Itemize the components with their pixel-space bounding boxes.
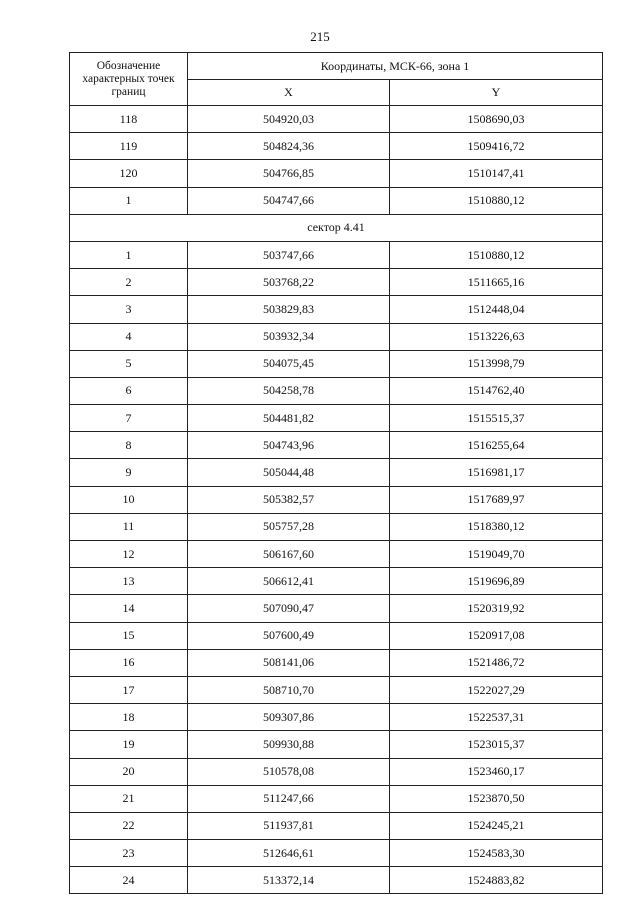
cell-point: 11 (70, 513, 188, 540)
cell-point: 21 (70, 785, 188, 812)
cell-x: 507600,49 (188, 622, 390, 649)
cell-point: 19 (70, 731, 188, 758)
cell-x: 505044,48 (188, 459, 390, 486)
header-x: X (188, 80, 390, 106)
cell-y: 1522537,31 (390, 704, 603, 731)
table-row (70, 541, 603, 568)
cell-y: 1523015,37 (390, 731, 603, 758)
cell-x: 503829,83 (188, 296, 390, 323)
cell-y: 1522027,29 (390, 676, 603, 703)
cell-point: 7 (70, 405, 188, 432)
table-row (70, 731, 603, 758)
cell-x: 504824,36 (188, 133, 390, 160)
table-header-row (70, 53, 603, 80)
cell-x: 512646,61 (188, 840, 390, 867)
cell-y: 1519696,89 (390, 568, 603, 595)
table-row (70, 785, 603, 812)
cell-x: 503768,22 (188, 269, 390, 296)
table-row (70, 459, 603, 486)
cell-y: 1513226,63 (390, 323, 603, 350)
cell-point: 13 (70, 568, 188, 595)
table-row (70, 622, 603, 649)
cell-x: 511937,81 (188, 812, 390, 839)
cell-point: 23 (70, 840, 188, 867)
page-number: 215 (310, 29, 330, 44)
cell-x: 503747,66 (188, 241, 390, 268)
cell-x: 504743,96 (188, 432, 390, 459)
cell-y: 1521486,72 (390, 649, 603, 676)
table-row (70, 513, 603, 540)
cell-y: 1517689,97 (390, 486, 603, 513)
cell-y: 1511665,16 (390, 269, 603, 296)
table-row (70, 187, 603, 214)
cell-point: 4 (70, 323, 188, 350)
cell-x: 504481,82 (188, 405, 390, 432)
section-label: сектор 4.41 (70, 214, 603, 241)
cell-y: 1510147,41 (390, 160, 603, 187)
cell-point: 6 (70, 377, 188, 404)
table-row (70, 269, 603, 296)
cell-y: 1520319,92 (390, 595, 603, 622)
table-row (70, 323, 603, 350)
table-row (70, 377, 603, 404)
cell-x: 506167,60 (188, 541, 390, 568)
table-row (70, 350, 603, 377)
cell-x: 504747,66 (188, 187, 390, 214)
table-row (70, 160, 603, 187)
cell-x: 504920,03 (188, 106, 390, 133)
cell-y: 1518380,12 (390, 513, 603, 540)
cell-y: 1508690,03 (390, 106, 603, 133)
cell-point: 14 (70, 595, 188, 622)
cell-point: 120 (70, 160, 188, 187)
table-row (70, 758, 603, 785)
cell-x: 505382,57 (188, 486, 390, 513)
cell-point: 24 (70, 867, 188, 894)
cell-x: 503932,34 (188, 323, 390, 350)
table-row (70, 595, 603, 622)
cell-x: 506612,41 (188, 568, 390, 595)
table-row (70, 133, 603, 160)
table-row (70, 405, 603, 432)
cell-point: 22 (70, 812, 188, 839)
cell-point: 2 (70, 269, 188, 296)
cell-x: 509307,86 (188, 704, 390, 731)
header-y: Y (390, 80, 603, 106)
cell-point: 16 (70, 649, 188, 676)
cell-x: 513372,14 (188, 867, 390, 894)
table-row (70, 704, 603, 731)
cell-x: 508710,70 (188, 676, 390, 703)
cell-point: 12 (70, 541, 188, 568)
table-row (70, 486, 603, 513)
table-row (70, 676, 603, 703)
table-row (70, 432, 603, 459)
cell-point: 5 (70, 350, 188, 377)
table-row (70, 568, 603, 595)
cell-x: 505757,28 (188, 513, 390, 540)
header-coordinates-system: Координаты, МСК-66, зона 1 (188, 53, 603, 80)
cell-x: 504258,78 (188, 377, 390, 404)
cell-x: 509930,88 (188, 731, 390, 758)
cell-point: 118 (70, 106, 188, 133)
table-row (70, 241, 603, 268)
coordinates-table-body (70, 53, 603, 894)
cell-y: 1509416,72 (390, 133, 603, 160)
section-row (70, 214, 603, 241)
coordinates-table (69, 52, 603, 894)
cell-x: 510578,08 (188, 758, 390, 785)
cell-point: 1 (70, 241, 188, 268)
cell-point: 3 (70, 296, 188, 323)
cell-x: 504075,45 (188, 350, 390, 377)
header-point-designation: Обозначение характерных точек границ (70, 53, 188, 106)
cell-y: 1524245,21 (390, 812, 603, 839)
table-row (70, 106, 603, 133)
cell-y: 1516255,64 (390, 432, 603, 459)
cell-y: 1515515,37 (390, 405, 603, 432)
table-row (70, 840, 603, 867)
cell-point: 8 (70, 432, 188, 459)
cell-y: 1510880,12 (390, 187, 603, 214)
table-row (70, 812, 603, 839)
cell-y: 1524883,82 (390, 867, 603, 894)
cell-point: 18 (70, 704, 188, 731)
cell-point: 10 (70, 486, 188, 513)
cell-x: 508141,06 (188, 649, 390, 676)
cell-y: 1519049,70 (390, 541, 603, 568)
cell-point: 17 (70, 676, 188, 703)
cell-y: 1512448,04 (390, 296, 603, 323)
cell-y: 1513998,79 (390, 350, 603, 377)
cell-y: 1516981,17 (390, 459, 603, 486)
cell-y: 1523870,50 (390, 785, 603, 812)
cell-point: 9 (70, 459, 188, 486)
cell-y: 1523460,17 (390, 758, 603, 785)
cell-point: 1 (70, 187, 188, 214)
cell-y: 1510880,12 (390, 241, 603, 268)
table-row (70, 296, 603, 323)
cell-y: 1524583,30 (390, 840, 603, 867)
table-row (70, 867, 603, 894)
cell-point: 15 (70, 622, 188, 649)
cell-point: 20 (70, 758, 188, 785)
table-row (70, 649, 603, 676)
cell-x: 507090,47 (188, 595, 390, 622)
cell-x: 504766,85 (188, 160, 390, 187)
cell-point: 119 (70, 133, 188, 160)
cell-y: 1520917,08 (390, 622, 603, 649)
cell-x: 511247,66 (188, 785, 390, 812)
cell-y: 1514762,40 (390, 377, 603, 404)
